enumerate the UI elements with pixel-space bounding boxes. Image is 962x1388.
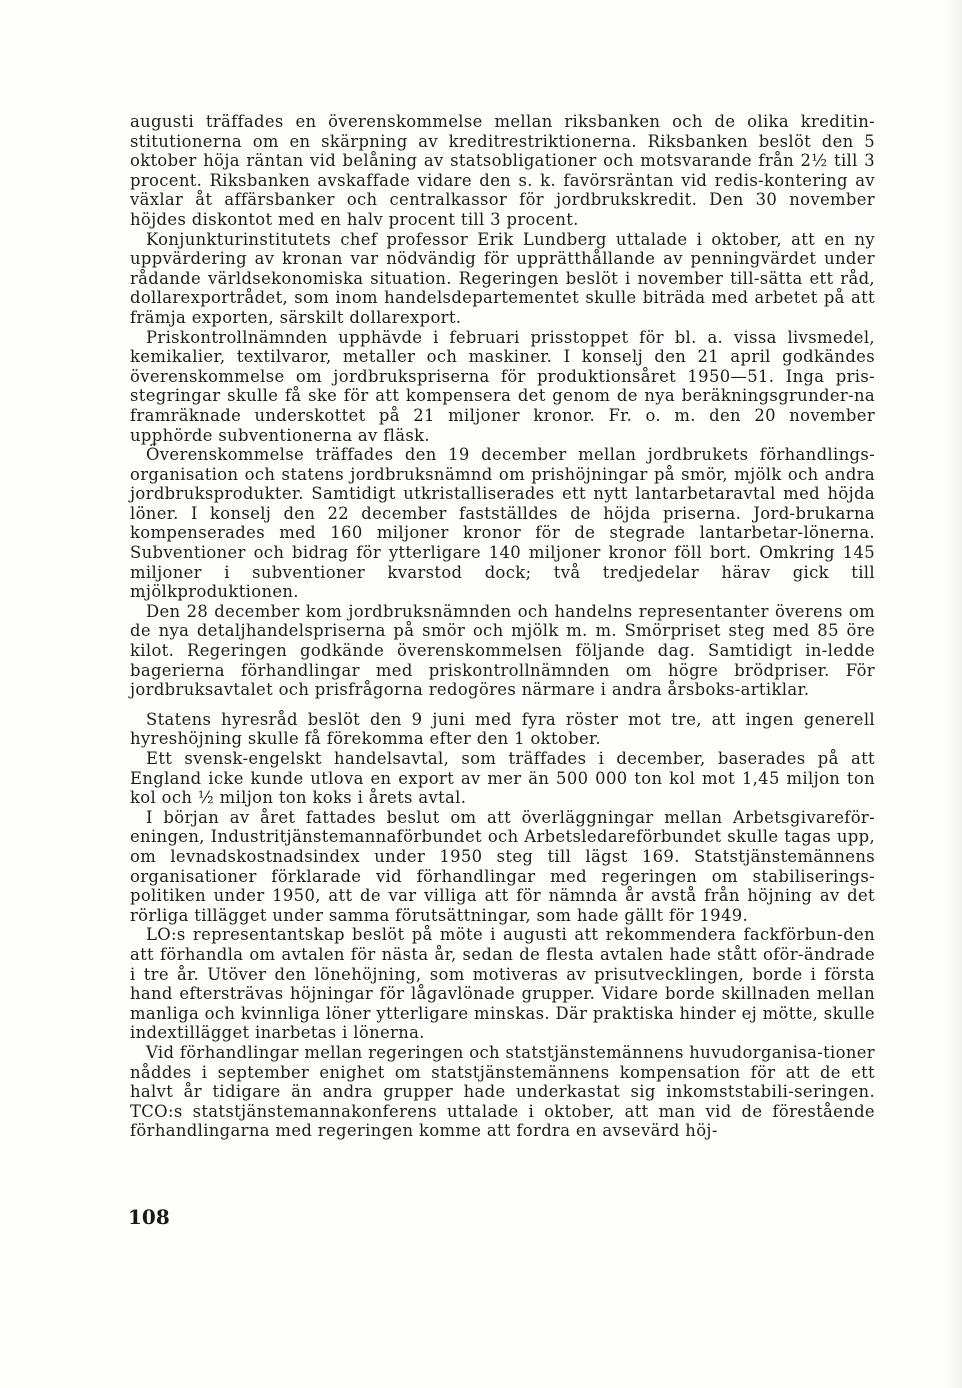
page-edge-shadow <box>944 0 962 1388</box>
paragraph-krona-revaluation: Konjunkturinstitutets chef professor Erik Lundberg uttalade i oktober, att en ny uppvärdering av kronan var nödvändig för upprätthållande av penningvärdet under rådande världsekonomiska situation. Regeringen beslöt i november till-sätta ett råd, dollarexportrådet, som inom handelsdepartementet skulle biträda med arbetet på att främja exporten, särskilt dollarexport. <box>130 229 875 327</box>
paragraph-price-control: Priskontrollnämnden upphävde i februari prisstoppet för bl. a. vissa livsmedel, kemikalier, textilvaror, metaller och maskiner. I konselj den 21 april godkändes överenskommelse om jordbrukspriserna för produktionsåret 1950—51. Inga pris-stegringar skulle få ske för att kompensera det genom de nya beräkningsgrunder-na framräknade underskottet på 21 miljoner kronor. Fr. o. m. den 20 november upphörde subventionerna av fläsk. <box>130 327 875 445</box>
paragraph-lo-representatives: LO:s representantskap beslöt på möte i augusti att rekommendera fackförbun-den att förhandla om avtalen för nästa år, sedan de flesta avtalen hade stått oför-ändrade i tre år. Utöver den lönehöjning, som motiveras av prisutvecklingen, borde i första hand eftersträvas höjningar för lågavlönade grupper. Vidare borde skillnaden mellan manliga och kvinnliga löner ytterligare minskas. Där praktiska hinder ej mötte, skulle indextillägget inarbetas i lönerna. <box>130 925 875 1043</box>
paragraph-retail-prices: Den 28 december kom jordbruksnämnden och handelns representanter överens om de nya detaljhandelspriserna på smör och mjölk m. m. Smörpriset steg med 85 öre kilot. Regeringen godkände överenskommelsen följande dag. Samtidigt in-ledde bagerierna förhandlingar med priskontrollnämnden om högre brödpriser. För jordbruksavtalet och prisfrågorna redogöres närmare i andra årsboks-artiklar. <box>130 601 875 700</box>
paragraph-civil-servants: Vid förhandlingar mellan regeringen och statstjänstemännens huvudorganisa-tioner nåddes i september enighet om statstjänstemännens kompensation för att de ett halvt år tidigare än andra grupper hade underkastat sig inkomststabili-seringen. TCO:s statstjänstemannakonferens uttalade i oktober, att man vid de förestående förhandlingarna med regeringen komme att fordra en avsevärd höj- <box>130 1042 875 1141</box>
paragraph-rent-council: Statens hyresråd beslöt den 9 juni med fyra röster mot tre, att ingen generell hyreshöjning skulle få förekomma efter den 1 oktober. <box>130 709 875 749</box>
body-text <box>130 112 875 1141</box>
paragraph-trade-agreement: Ett svensk-engelskt handelsavtal, som träffades i december, baserades på att England icke kunde utlova en export av mer än 500 000 ton kol mot 1,45 miljon ton kol och ½ miljon ton koks i årets avtal. <box>130 749 875 808</box>
page-number: 108 <box>128 1205 170 1229</box>
paragraph-agreement-december: Överenskommelse träffades den 19 december mellan jordbrukets förhandlings-organisation och statens jordbruksnämnd om prishöjningar på smör, mjölk och andra jordbruksprodukter. Samtidigt utkristalliserades ett nytt lantarbetaravtal med höjda löner. I konselj den 22 december fastställdes de höjda priserna. Jord-brukarna kompenserades med 160 miljoner kronor för de stegrade lantarbetar-lönerna. Subventioner och bidrag för ytterligare 140 miljoner kronor föll bort. Omkring 145 miljoner i subventioner kvarstod dock; två tredjedelar härav gick till mjölkproduktionen. <box>130 445 875 602</box>
paragraph-negotiations-index: I början av året fattades beslut om att överläggningar mellan Arbetsgivareför-eningen, Industritjänstemannaförbundet och Arbetsledareförbundet skulle tagas upp, om levnadskostnadsindex under 1950 steg till lägst 169. Statstjänstemännens organisationer förklarade vid förhandlingar med regeringen om stabiliserings-politiken under 1950, att de var villiga att för nämnda år avstå från höjning av det rörliga tillägget under samma förutsättningar, som hade gällt för 1949. <box>130 807 875 925</box>
paragraph-credit-restrictions: augusti träffades en överenskommelse mellan riksbanken och de olika kreditin-stitutionerna om en skärpning av kreditrestriktionerna. Riksbanken beslöt den 5 oktober höja räntan vid belåning av statsobligationer och motsvarande från 2½ till 3 procent. Riksbanken avskaffade vidare den s. k. favörsräntan vid redis-kontering av växlar åt affärsbanker och centralkassor för jordbrukskredit. Den 30 november höjdes diskontot med en halv procent till 3 procent. <box>130 112 875 229</box>
